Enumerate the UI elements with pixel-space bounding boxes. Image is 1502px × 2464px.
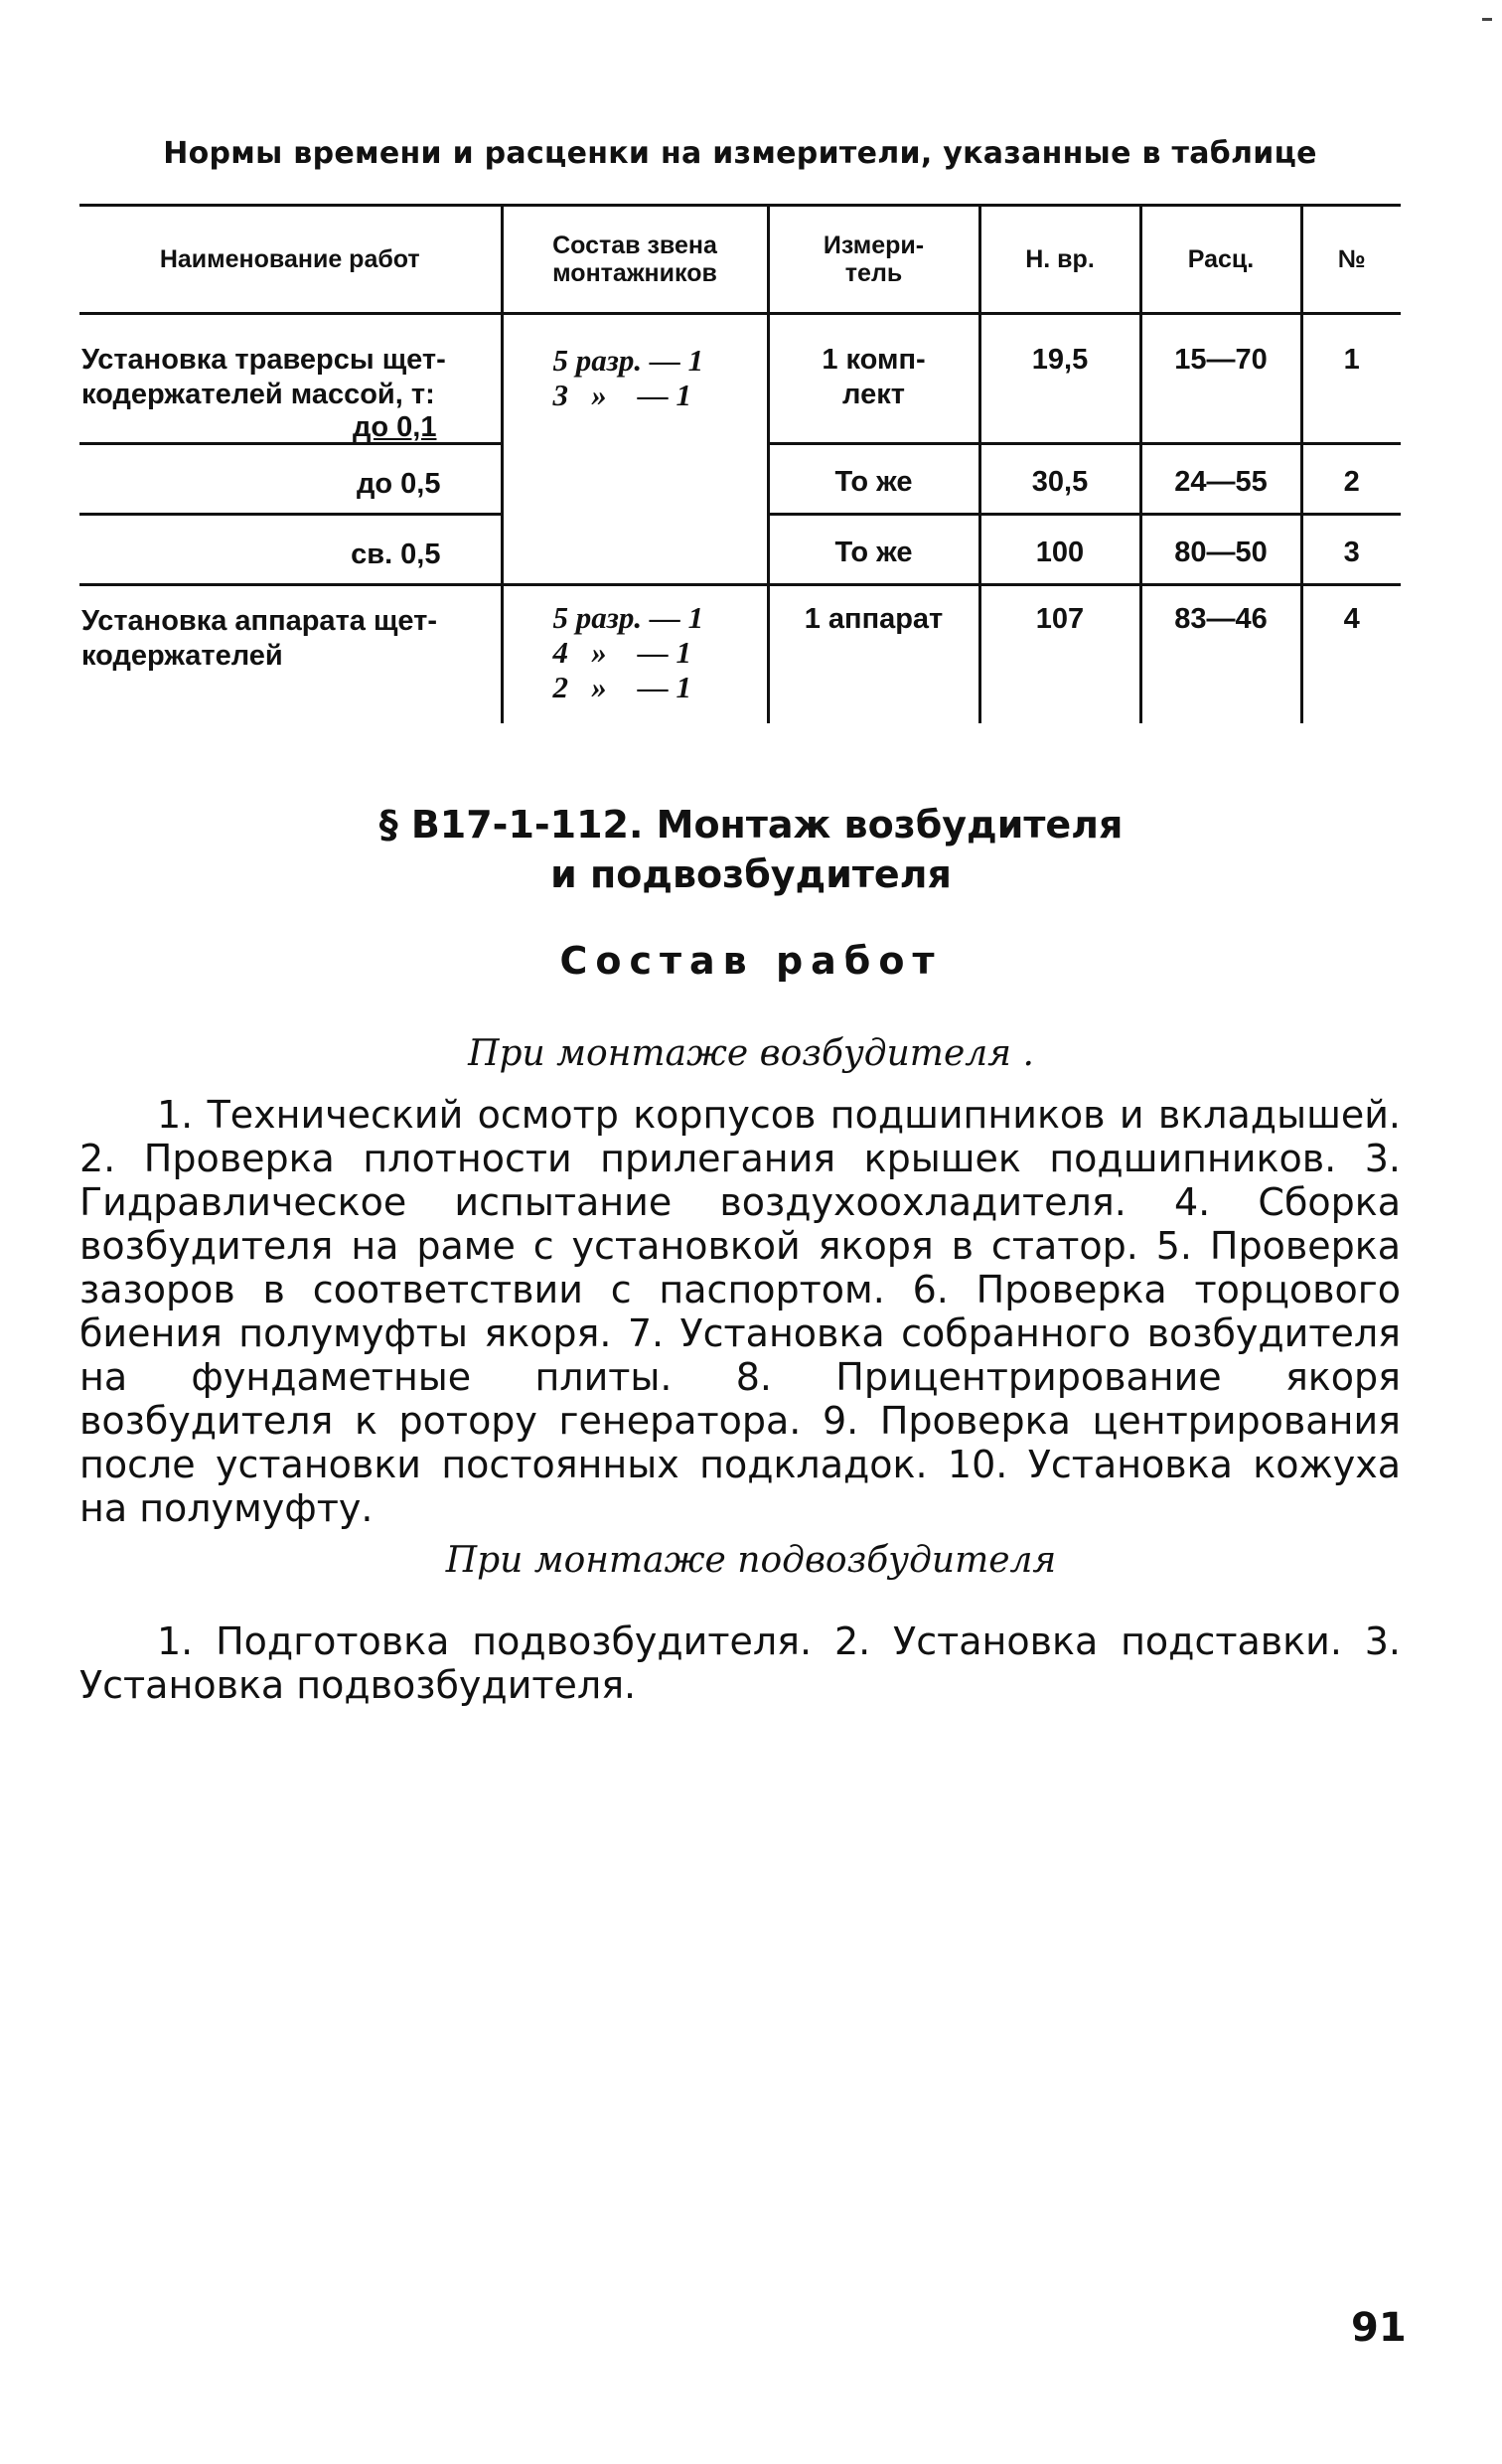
subexciter-subtitle: При монтаже подвозбудителя — [445, 1540, 1057, 1581]
crew-line: 5 разр. — 1 — [552, 343, 704, 378]
page-number: 91 — [1351, 2305, 1407, 2351]
crew-line: 5 разр. — 1 — [552, 600, 704, 635]
row-2-number: 2 — [1301, 444, 1401, 515]
header-crew: Состав звена монтажников — [502, 206, 768, 314]
row-1-name — [79, 314, 502, 444]
crew-line: 3 » — 1 — [552, 378, 691, 412]
row-3-time: 100 — [979, 515, 1140, 585]
works-title: Состав работ — [559, 939, 943, 983]
row-2-unit: То же — [768, 444, 979, 515]
row-1-unit: 1 комп- лект — [768, 314, 979, 444]
row-2-name: до 0,5 — [79, 444, 502, 515]
row-4-unit: 1 аппарат — [768, 585, 979, 724]
exciter-subtitle: При монтаже возбудителя . — [468, 1033, 1034, 1074]
row-1-price: 15—70 — [1140, 314, 1301, 444]
crew-line: 4 » — 1 — [552, 635, 691, 670]
row-4-time: 107 — [979, 585, 1140, 724]
row-1-name-text: Установка траверсы щет-кодержателей массой, т: — [81, 344, 446, 410]
header-price: Расц. — [1140, 206, 1301, 314]
row-3-number: 3 — [1301, 515, 1401, 585]
exciter-paragraph: 1. Технический осмотр корпусов подшипников и вкладышей. 2. Проверка плотности прилегания крышек подшипников. 3. Гидравлическое испытание воздухоохладителя. 4. Сборка возбудителя на раме с установкой якоря в статор. 5. Проверка зазоров в соответствии с паспортом. 6. Проверка торцового биения полумуфты якоря. 7. Установка собранного возбудителя на фундаметные плиты. 8. Прицентрирование якоря возбудителя к ротору генератора. 9. Проверка центрирования после установки постоянных подкладок. 10. Установка кожуха на полумуфту. — [79, 1093, 1401, 1530]
row-4-name: Установка аппарата щет-кодержателей — [79, 585, 502, 724]
row-2-time: 30,5 — [979, 444, 1140, 515]
row-3-price: 80—50 — [1140, 515, 1301, 585]
table-header-row — [79, 206, 1401, 314]
crew-cell-1 — [502, 314, 768, 585]
section-heading — [0, 800, 1502, 899]
row-3-name: св. 0,5 — [79, 515, 502, 585]
row-1-number: 1 — [1301, 314, 1401, 444]
row-3-unit: То же — [768, 515, 979, 585]
row-4-number: 4 — [1301, 585, 1401, 724]
section-heading-line-1: § В17-1-112. Монтаж возбудителя — [378, 803, 1124, 847]
row-4-price: 83—46 — [1140, 585, 1301, 724]
table-row — [79, 314, 1401, 444]
header-time: Н. вр. — [979, 206, 1140, 314]
row-1-time: 19,5 — [979, 314, 1140, 444]
table-caption: Нормы времени и расценки на измерители, указанные в таблице — [163, 136, 1317, 171]
crew-cell-2 — [502, 585, 768, 724]
table-row — [79, 585, 1401, 724]
header-work-name: Наименование работ — [79, 206, 502, 314]
header-number: № — [1301, 206, 1401, 314]
subexciter-paragraph: 1. Подготовка подвозбудителя. 2. Установка подставки. 3. Установка подвозбудителя. — [79, 1619, 1401, 1707]
norms-table — [79, 204, 1401, 723]
row-2-price: 24—55 — [1140, 444, 1301, 515]
header-unit: Измери- тель — [768, 206, 979, 314]
section-heading-line-2: и подвозбудителя — [550, 852, 952, 896]
row-1-name-sub: до 0,1 — [353, 411, 437, 443]
page-edge-mark — [1482, 18, 1492, 21]
crew-line: 2 » — 1 — [552, 670, 691, 704]
